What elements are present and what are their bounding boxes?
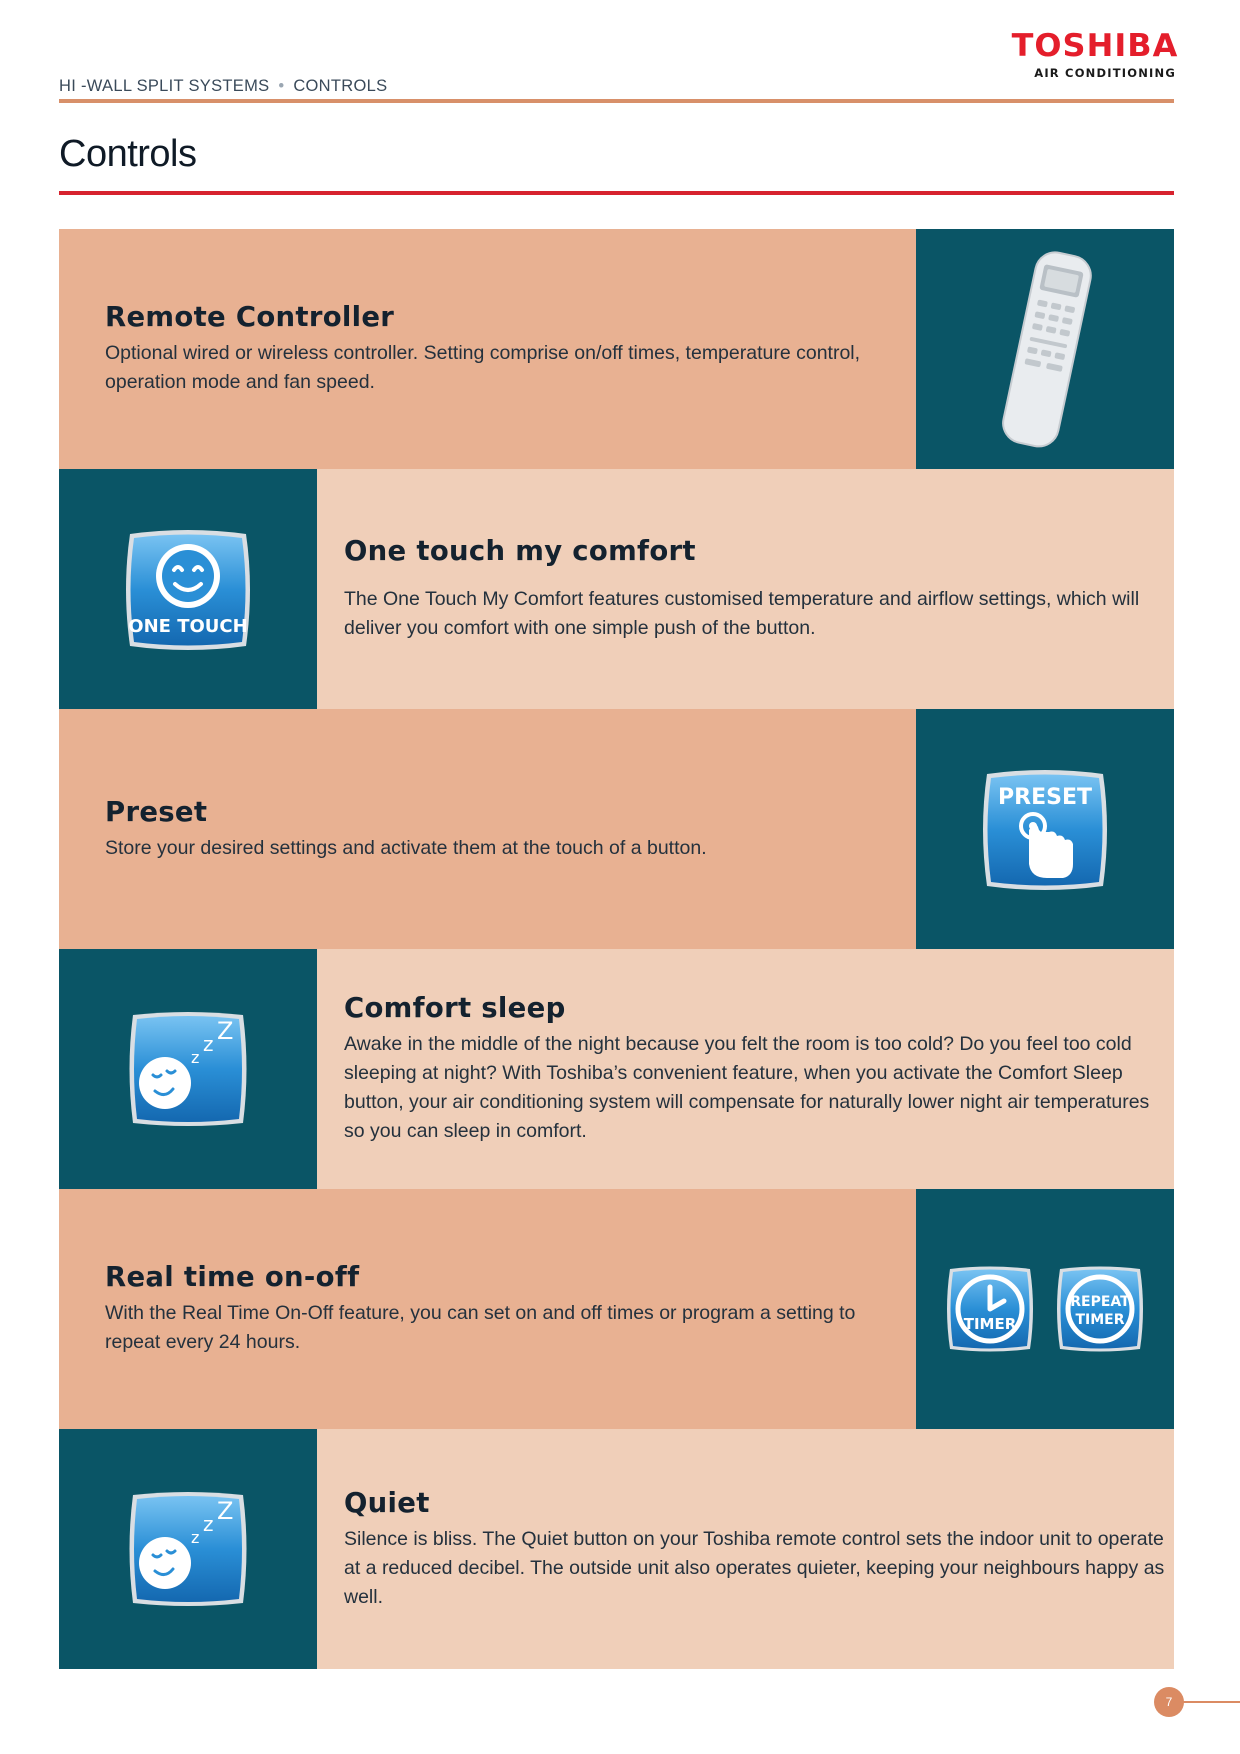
feature-text [59, 229, 870, 469]
feature-title: Preset [105, 795, 208, 828]
feature-icon-panel [59, 469, 317, 709]
feature-description: Awake in the middle of the night because you felt the room is too cold? Do you feel too cold sleeping at night? With Toshiba’s convenient feature, when you activate the Comfort Sleep button, your air conditioning system will compensate for naturally lower night air temperatures so you can sleep in comfort. [344, 1033, 1150, 1142]
title-divider [59, 191, 1174, 195]
preset-icon [975, 764, 1115, 894]
feature-row-preset [59, 709, 1174, 949]
one-touch-icon-label: ONE TOUCH [128, 616, 248, 637]
feature-row-remote-controller [59, 229, 1174, 469]
logo-wordmark: TOSHIBA [1011, 28, 1179, 64]
sleep-icon [123, 1007, 253, 1131]
feature-row-quiet [59, 1429, 1174, 1669]
preset-icon-label: PRESET [998, 785, 1092, 810]
feature-icon-panel [59, 1429, 317, 1669]
svg-text:z: z [203, 1032, 214, 1056]
feature-text [59, 1189, 870, 1429]
quiet-icon [123, 1487, 253, 1611]
page-number: 7 [1154, 1687, 1184, 1717]
breadcrumb-section: HI -WALL SPLIT SYSTEMS [59, 77, 270, 95]
svg-text:z: z [203, 1512, 214, 1536]
feature-text [317, 469, 1174, 709]
svg-text:z: z [191, 1528, 200, 1547]
feature-row-real-time [59, 1189, 1174, 1429]
svg-text:z: z [191, 1048, 200, 1067]
feature-description: Store your desired settings and activate them at the touch of a button. [105, 836, 707, 859]
remote-control-icon [985, 244, 1105, 454]
feature-icon-panel [916, 229, 1174, 469]
feature-icon-panel [916, 1189, 1174, 1429]
feature-title: Quiet [344, 1486, 430, 1519]
feature-row-one-touch [59, 469, 1174, 709]
feature-title: One touch my comfort [344, 535, 696, 567]
feature-title: Comfort sleep [344, 992, 566, 1024]
feature-icon-panel [59, 949, 317, 1189]
feature-description: The One Touch My Comfort features customised temperature and airflow settings, which will deliver you comfort with one simple push of the button. [344, 588, 1140, 639]
feature-list [59, 229, 1174, 1669]
feature-row-comfort-sleep [59, 949, 1174, 1189]
repeat-timer-label-1: REPEAT [1070, 1294, 1130, 1310]
one-touch-icon [118, 524, 258, 654]
feature-text [317, 1429, 1174, 1669]
timer-icon-label: TIMER [963, 1315, 1017, 1333]
feature-description: Optional wired or wireless controller. Setting comprise on/off times, temperature control, operation mode and fan speed. [105, 342, 861, 393]
feature-text [317, 949, 1174, 1189]
breadcrumb-subsection: CONTROLS [293, 77, 388, 95]
timer-icon [942, 1263, 1038, 1355]
feature-title: Remote Controller [105, 301, 395, 333]
svg-text:Z: Z [217, 1017, 234, 1045]
page-title: Controls [59, 133, 197, 175]
svg-text:Z: Z [217, 1497, 234, 1525]
toshiba-logo [1011, 28, 1179, 80]
feature-title: Real time on-off [105, 1261, 360, 1293]
repeat-timer-label-2: TIMER [1075, 1312, 1125, 1328]
feature-text [59, 709, 870, 949]
repeat-timer-icon [1052, 1263, 1148, 1355]
logo-subtitle: AIR CONDITIONING [1034, 66, 1176, 80]
feature-description: With the Real Time On-Off feature, you can set on and off times or program a setting to repeat every 24 hours. [105, 1302, 856, 1353]
breadcrumb-separator: • [278, 77, 285, 95]
page-number-rule [1180, 1701, 1240, 1703]
header-divider [59, 99, 1174, 103]
feature-icon-panel [916, 709, 1174, 949]
breadcrumb [59, 77, 387, 96]
feature-description: Silence is bliss. The Quiet button on your Toshiba remote control sets the indoor unit to operate at a reduced decibel. The outside unit also operates quieter, keeping your neighbours happy as well. [344, 1527, 1165, 1608]
